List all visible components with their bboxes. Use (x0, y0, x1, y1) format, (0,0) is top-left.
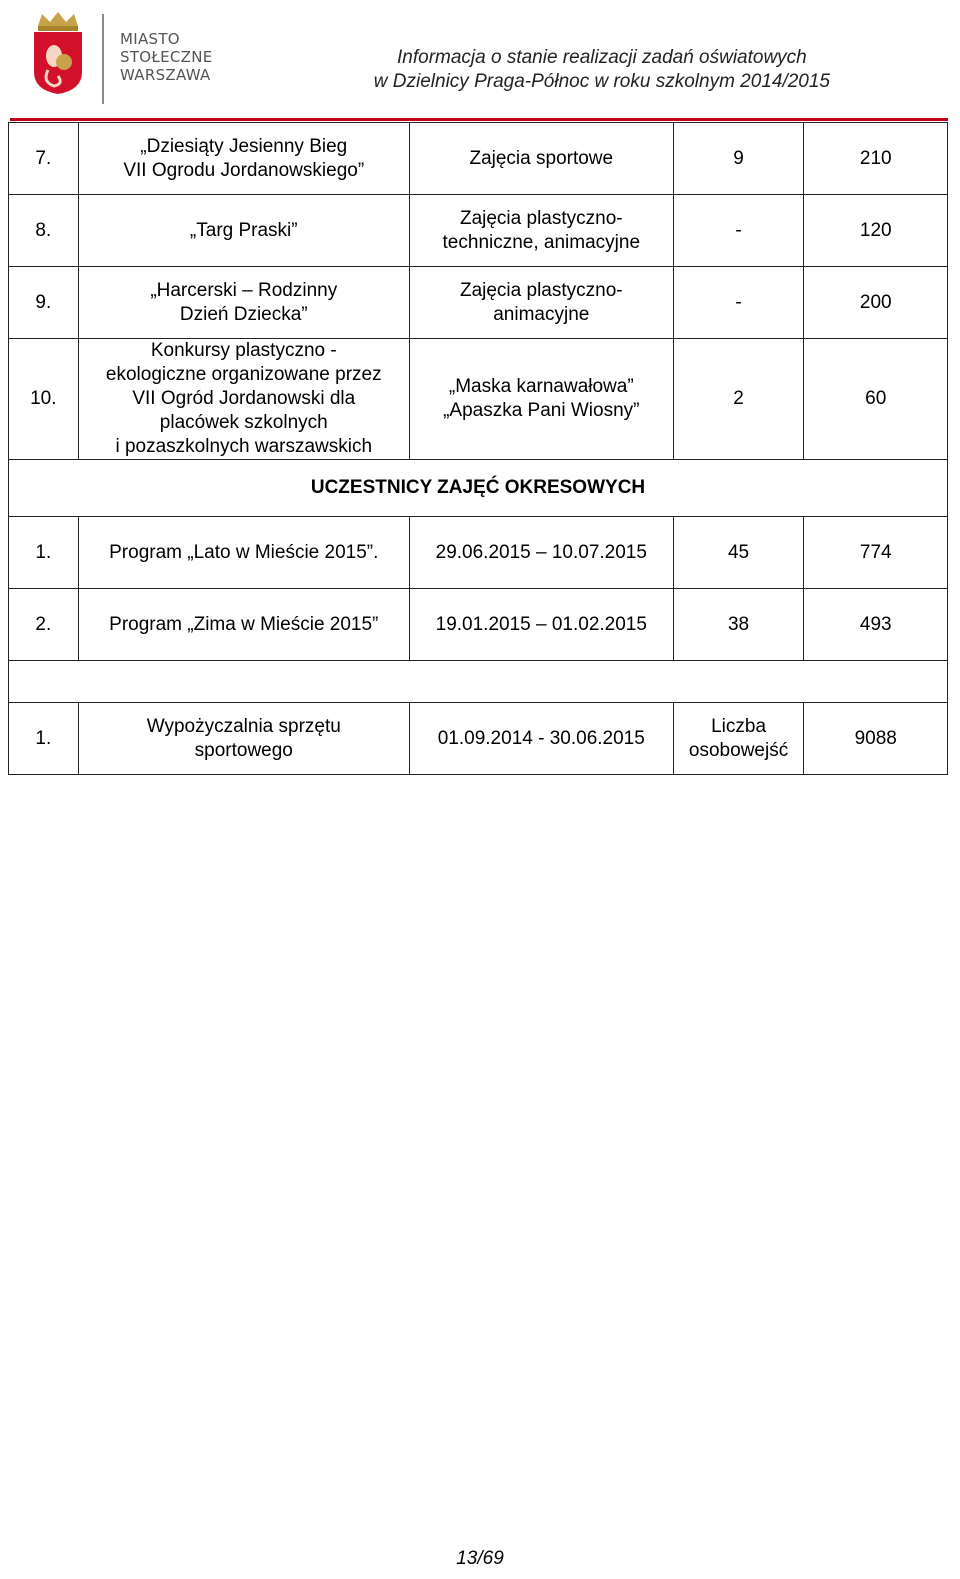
count-b: 493 (804, 589, 948, 661)
table-row (9, 195, 948, 267)
count-a: - (673, 195, 804, 267)
row-number: 1. (9, 703, 79, 775)
empty-row (9, 661, 948, 703)
table-row (9, 703, 948, 775)
table-row (9, 123, 948, 195)
count-a: 9 (673, 123, 804, 195)
count-a: 2 (673, 339, 804, 460)
count-a: 38 (673, 589, 804, 661)
event-name (78, 267, 409, 339)
document-title-line: w Dzielnicy Praga-Północ w roku szkolnym 2014/2015 (373, 71, 830, 92)
count-b: 774 (804, 517, 948, 589)
event-name-line: i pozaszkolnych warszawskich (115, 436, 373, 457)
section-header-row (9, 460, 948, 517)
program-name: Program „Lato w Mieście 2015”. (78, 517, 409, 589)
header-rule (10, 118, 948, 121)
activity-type-line: Zajęcia plastyczno- (459, 207, 623, 229)
event-name (78, 339, 409, 460)
row-number: 1. (9, 517, 79, 589)
count-b: 9088 (804, 703, 948, 775)
activity-type (409, 195, 673, 267)
count-b: 200 (804, 267, 948, 339)
event-name-line: „Targ Praski” (189, 219, 298, 241)
date-range: 01.09.2014 - 30.06.2015 (409, 703, 673, 775)
rental-name (78, 703, 409, 775)
event-name (78, 195, 409, 267)
table-row (9, 267, 948, 339)
count-a-line: osobowejść (688, 739, 789, 761)
table-row (9, 517, 948, 589)
warsaw-coat-of-arms-icon (28, 10, 88, 96)
table-row (9, 339, 948, 460)
activities-table (8, 122, 948, 775)
page-number: 13/69 (456, 1548, 504, 1569)
row-number: 7. (9, 123, 79, 195)
activity-type-line: techniczne, animacyjne (442, 231, 641, 253)
date-range: 19.01.2015 – 01.02.2015 (409, 589, 673, 661)
rental-name-line: Wypożyczalnia sprzętu (146, 715, 341, 737)
logo-divider (102, 14, 104, 104)
city-name-line: WARSZAWA (120, 66, 211, 84)
document-title (374, 46, 830, 94)
activity-type-line: „Maska karnawałowa” (448, 376, 634, 397)
page-header (0, 0, 960, 118)
count-b: 210 (804, 123, 948, 195)
count-b: 120 (804, 195, 948, 267)
activity-type (409, 267, 673, 339)
city-name (120, 30, 213, 84)
city-name-line: STOŁECZNE (120, 48, 213, 66)
event-name-line: VII Ogród Jordanowski dla (132, 388, 356, 409)
empty-cell (9, 661, 948, 703)
activity-type (409, 339, 673, 460)
row-number: 8. (9, 195, 79, 267)
row-number: 2. (9, 589, 79, 661)
rental-name-line: sportowego (194, 739, 293, 761)
date-range: 29.06.2015 – 10.07.2015 (409, 517, 673, 589)
document-title-line: Informacja o stanie realizacji zadań oświatowych (397, 47, 807, 68)
count-b: 60 (804, 339, 948, 460)
event-name-line: Konkursy plastyczno - (150, 340, 337, 361)
row-number: 9. (9, 267, 79, 339)
event-name-line: VII Ogrodu Jordanowskiego” (123, 159, 365, 181)
event-name-line: „Harcerski – Rodzinny (150, 279, 338, 301)
program-name: Program „Zima w Mieście 2015” (78, 589, 409, 661)
event-name-line: „Dziesiąty Jesienny Bieg (140, 135, 348, 157)
event-name-line: Dzień Dziecka” (179, 303, 308, 325)
activity-type-line: Zajęcia plastyczno- (459, 279, 623, 301)
activity-type-line: „Apaszka Pani Wiosny” (443, 400, 640, 421)
count-a-line: Liczba (711, 715, 767, 737)
event-name-line: ekologiczne organizowane przez (105, 364, 382, 385)
city-name-line: MIASTO (120, 30, 180, 48)
count-a (673, 703, 804, 775)
table-row (9, 589, 948, 661)
activity-type-line: animacyjne (493, 303, 590, 325)
count-a: 45 (673, 517, 804, 589)
event-name-line: placówek szkolnych (159, 412, 328, 433)
activity-type-line: Zajęcia sportowe (469, 147, 614, 169)
activity-type (409, 123, 673, 195)
event-name (78, 123, 409, 195)
section-title: UCZESTNICY ZAJĘĆ OKRESOWYCH (9, 460, 948, 517)
row-number: 10. (9, 339, 79, 460)
count-a: - (673, 267, 804, 339)
